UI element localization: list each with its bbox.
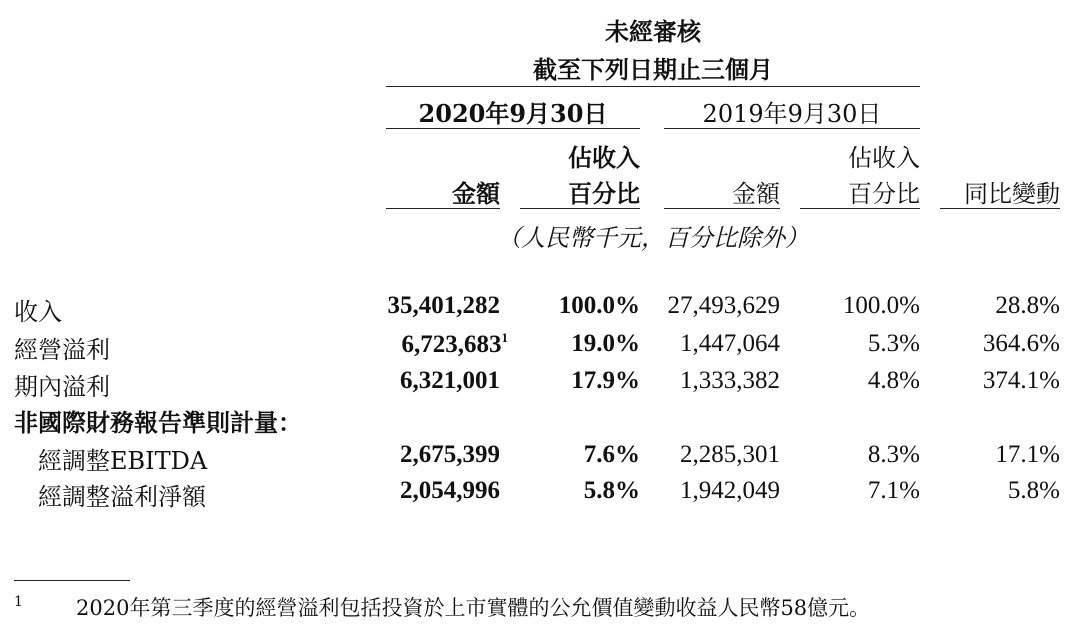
footnote-separator	[14, 580, 130, 581]
header-amount-2019: 金額	[732, 180, 780, 208]
revenue-amount-2020: 35,401,282	[387, 292, 500, 319]
operating-profit-amount-value: 6,723,683	[401, 331, 502, 358]
header-period-2019: 2019年9月30日	[702, 100, 882, 128]
adjusted-net-profit-amount-2019: 1,942,049	[680, 477, 780, 504]
row-label-operating-profit: 經營溢利	[14, 336, 110, 364]
period-profit-amount-2019: 1,333,382	[680, 367, 780, 394]
header-pct-2019-line1: 佔收入	[848, 144, 920, 172]
header-rule-2019	[664, 128, 920, 129]
header-period-2020: 2020年9月30日	[418, 99, 608, 128]
adjusted-ebitda-pct-2020: 7.6%	[583, 441, 640, 468]
period-profit-pct-2020: 17.9%	[571, 367, 640, 394]
unit-note: （人民幣千元，百分比除外）	[497, 224, 809, 252]
header-rule-2020	[386, 128, 640, 129]
header-pct-2020-line1: 佔收入	[568, 143, 640, 172]
footnote-text: 2020年第三季度的經營溢利包括投資於上市實體的公允價值變動收益人民幣58億元。	[76, 596, 871, 620]
revenue-amount-2019: 27,493,629	[667, 292, 780, 319]
period-profit-change: 374.1%	[982, 367, 1060, 394]
header-title-period: 截至下列日期止三個月	[533, 55, 773, 84]
header-rule-change	[940, 208, 1060, 209]
header-pct-2019-line2: 百分比	[848, 180, 920, 208]
header-rule-amount-2020	[386, 208, 500, 209]
header-amount-2020: 金額	[452, 179, 500, 208]
section-label-non-ifrs: 非國際財務報告準則計量：	[14, 408, 302, 437]
period-profit-amount-2020: 6,321,001	[400, 367, 500, 394]
operating-profit-amount-2019: 1,447,064	[680, 330, 780, 357]
header-pct-2020-line2: 百分比	[568, 179, 640, 208]
adjusted-net-profit-change: 5.8%	[1007, 477, 1060, 504]
adjusted-ebitda-change: 17.1%	[995, 441, 1060, 468]
footnote-ref-marker: 1	[501, 330, 508, 345]
header-rule-pct-2019	[800, 208, 920, 209]
adjusted-net-profit-amount-2020: 2,054,996	[400, 477, 500, 504]
adjusted-net-profit-pct-2019: 7.1%	[867, 477, 920, 504]
operating-profit-pct-2019: 5.3%	[867, 330, 920, 357]
adjusted-ebitda-pct-2019: 8.3%	[867, 441, 920, 468]
revenue-pct-2020: 100.0%	[558, 292, 640, 319]
row-label-adjusted-ebitda: 經調整EBITDA	[38, 447, 208, 475]
header-title-unaudited: 未經審核	[605, 17, 701, 46]
revenue-change: 28.8%	[995, 292, 1060, 319]
footnote-marker: 1	[14, 594, 23, 610]
header-rule-top	[386, 86, 920, 87]
adjusted-ebitda-amount-2019: 2,285,301	[680, 441, 780, 468]
period-profit-pct-2019: 4.8%	[867, 367, 920, 394]
header-rule-amount-2019	[664, 208, 780, 209]
header-change: 同比變動	[964, 180, 1060, 208]
operating-profit-pct-2020: 19.0%	[571, 330, 640, 357]
operating-profit-amount-2020	[340, 330, 508, 359]
revenue-pct-2019: 100.0%	[842, 292, 920, 319]
row-label-adjusted-net-profit: 經調整溢利淨額	[38, 483, 206, 511]
row-label-period-profit: 期內溢利	[14, 373, 110, 401]
adjusted-net-profit-pct-2020: 5.8%	[583, 477, 640, 504]
operating-profit-change: 364.6%	[982, 330, 1060, 357]
row-label-revenue: 收入	[14, 298, 62, 326]
adjusted-ebitda-amount-2020: 2,675,399	[400, 441, 500, 468]
header-rule-pct-2020	[520, 208, 640, 209]
